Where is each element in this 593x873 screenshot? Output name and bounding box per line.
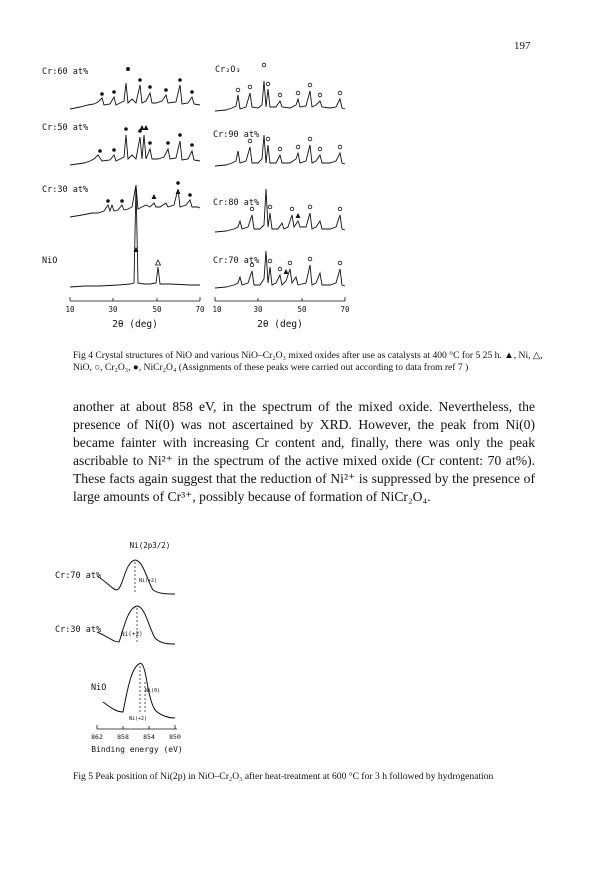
figure-5-caption: Fig 5 Peak position of Ni(2p) in NiO–Cr₂O₃ after heat-treatment at 600 °C for 3 h followed by hydrogenation xyxy=(73,771,494,782)
x-axis-label-left: 2θ (deg) xyxy=(112,319,158,330)
figure-4-xrd-patterns xyxy=(40,55,370,340)
xrd-trace-cr50 xyxy=(70,135,200,165)
panel-label-cr90: Cr:90 at% xyxy=(213,130,260,140)
x-tick: 50 xyxy=(297,305,307,314)
xrd-trace-cr80 xyxy=(215,189,345,232)
x-axis-label-right: 2θ (deg) xyxy=(257,319,303,330)
xrd-trace-cr60 xyxy=(70,83,200,109)
panel-label-cr70: Cr:70 at% xyxy=(213,256,260,266)
x-axis-label: Binding energy (eV) xyxy=(91,745,183,754)
panel-label-cr60: Cr:60 at% xyxy=(42,67,89,77)
xps-spectrum-nio xyxy=(103,663,175,718)
x-tick: 70 xyxy=(340,305,350,314)
panel-label-nio: NiO xyxy=(42,256,58,266)
panel-label-cr2o3: Cr₂O₃ xyxy=(215,65,241,75)
panel-label-cr30: Cr:30 at% xyxy=(42,185,89,195)
annotation-ni2-nio: Ni(+2) xyxy=(129,716,148,722)
x-tick: 10 xyxy=(65,305,75,314)
body-paragraph: another at about 858 eV, in the spectrum of the mixed oxide. Nevertheless, the presence of Ni(0) was not ascertained by XRD. However, the peak from Ni(0) became fainter with increasing Cr content and, finally, there was only the peak ascribable to Ni²⁺ in the spectrum of the active mixed oxide (Cr content: 70 at%). These facts again suggest that the reduction of Ni²⁺ is suppressed by the presence of large amounts of Cr³⁺, possibly because of formation of NiCr₂O₄. xyxy=(73,399,535,504)
xps-spectrum-cr70 xyxy=(97,560,175,594)
spectrum-label-cr70: Cr:70 at% xyxy=(55,571,102,581)
x-tick: 858 xyxy=(117,733,129,741)
xps-spectrum-cr30 xyxy=(97,606,175,644)
x-tick: 30 xyxy=(108,305,118,314)
annotation-ni2-cr30: Ni(+2) xyxy=(121,631,143,638)
xrd-trace-nio xyxy=(70,185,200,287)
panel-label-cr50: Cr:50 at% xyxy=(42,123,89,133)
x-tick: 850 xyxy=(169,733,181,741)
annotation-ni2-cr70: Ni(+2) xyxy=(139,578,158,584)
xrd-trace-cr2o3 xyxy=(215,81,345,111)
x-tick: 862 xyxy=(91,733,103,741)
x-tick: 854 xyxy=(143,733,155,741)
x-tick: 10 xyxy=(212,305,222,314)
annotation-ni0-nio: Ni(0) xyxy=(145,688,161,694)
spectrum-label-nio: NiO xyxy=(91,683,107,693)
peak-label: Ni(2p3/2) xyxy=(129,541,171,550)
figure-5-xps-spectra xyxy=(55,532,265,762)
x-tick: 30 xyxy=(253,305,263,314)
x-tick: 50 xyxy=(152,305,162,314)
page-number: 197 xyxy=(514,40,531,52)
panel-label-cr80: Cr:80 at% xyxy=(213,198,260,208)
x-tick: 70 xyxy=(195,305,205,314)
figure-4-caption: Fig 4 Crystal structures of NiO and various NiO–Cr₂O₃ mixed oxides after use as catalysts at 400 °C for 5 25 h. ▲, Ni, △, NiO, ○, Cr₂O₃, ●, NiCr₂O₄ (Assignments of these peaks were carried out according to data from ref 7 ) xyxy=(73,350,543,373)
spectrum-label-cr30: Cr:30 at% xyxy=(55,625,102,635)
